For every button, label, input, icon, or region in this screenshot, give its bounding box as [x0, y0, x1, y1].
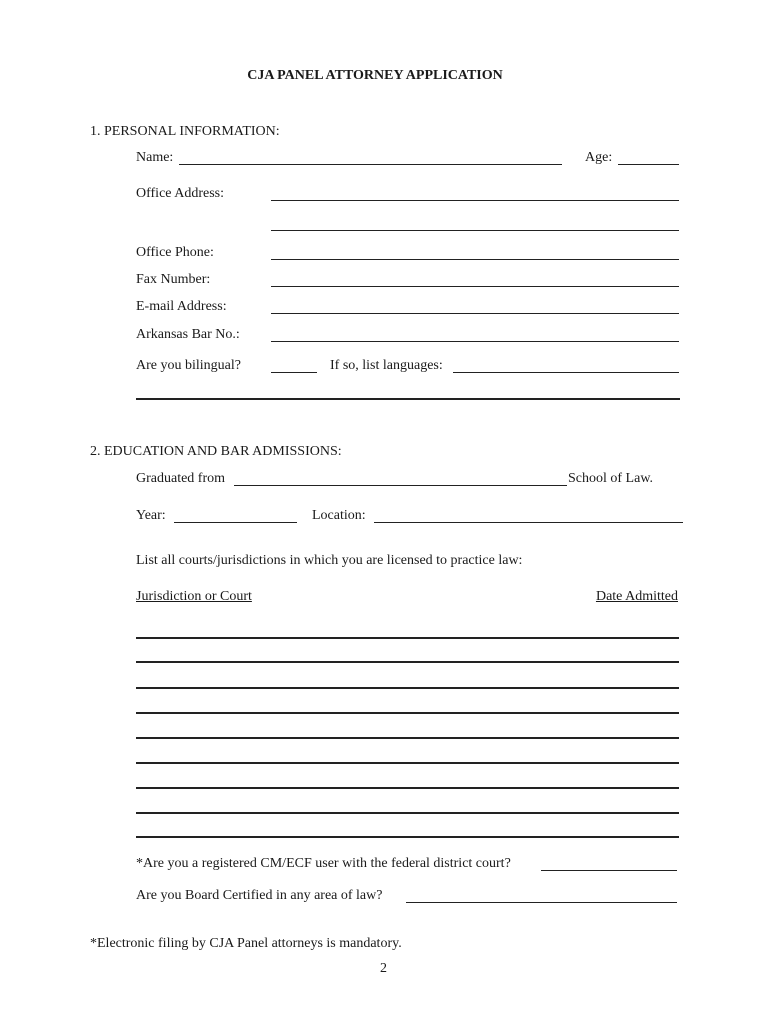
jurisdiction-row-7[interactable] [136, 787, 679, 789]
location-label: Location: [312, 508, 366, 523]
bar-number-field[interactable] [271, 341, 679, 342]
email-field[interactable] [271, 313, 679, 314]
jurisdiction-column-header: Jurisdiction or Court [136, 589, 252, 604]
jurisdiction-row-6[interactable] [136, 762, 679, 764]
bar-number-label: Arkansas Bar No.: [136, 327, 240, 342]
bilingual-field[interactable] [271, 372, 317, 373]
fax-number-label: Fax Number: [136, 272, 211, 287]
office-address-field-2[interactable] [271, 230, 679, 231]
date-admitted-column-header: Date Admitted [595, 589, 678, 604]
age-field[interactable] [618, 164, 679, 165]
page-title: CJA PANEL ATTORNEY APPLICATION [247, 68, 503, 83]
board-certified-answer-field[interactable] [406, 902, 677, 903]
jurisdiction-row-9[interactable] [136, 836, 679, 838]
courts-prompt: List all courts/jurisdictions in which you are licensed to practice law: [136, 553, 523, 568]
school-suffix: School of Law. [568, 471, 654, 486]
office-address-field-1[interactable] [271, 200, 679, 201]
jurisdiction-row-3[interactable] [136, 687, 679, 689]
school-field[interactable] [234, 485, 567, 486]
office-phone-field[interactable] [271, 259, 679, 260]
jurisdiction-row-5[interactable] [136, 737, 679, 739]
year-label: Year: [136, 508, 166, 523]
section-2-heading: 2. EDUCATION AND BAR ADMISSIONS: [90, 444, 342, 459]
jurisdiction-row-1[interactable] [136, 637, 679, 639]
name-field[interactable] [179, 164, 562, 165]
email-label: E-mail Address: [136, 299, 227, 314]
office-phone-label: Office Phone: [136, 245, 214, 260]
languages-label: If so, list languages: [330, 358, 443, 373]
footnote: *Electronic filing by CJA Panel attorneys is mandatory. [90, 936, 402, 951]
location-field[interactable] [374, 522, 683, 523]
name-label: Name: [136, 150, 174, 165]
age-label: Age: [585, 150, 613, 165]
jurisdiction-row-4[interactable] [136, 712, 679, 714]
jurisdiction-row-8[interactable] [136, 812, 679, 814]
languages-field[interactable] [453, 372, 679, 373]
cmecf-question: *Are you a registered CM/ECF user with the federal district court? [136, 856, 511, 871]
page-number: 2 [380, 961, 387, 976]
cmecf-answer-field[interactable] [541, 870, 677, 871]
languages-field-2[interactable] [136, 398, 680, 400]
board-certified-question: Are you Board Certified in any area of law? [136, 888, 383, 903]
office-address-label: Office Address: [136, 186, 224, 201]
graduated-label: Graduated from [136, 471, 226, 486]
section-1-heading: 1. PERSONAL INFORMATION: [90, 124, 280, 139]
bilingual-label: Are you bilingual? [136, 358, 241, 373]
year-field[interactable] [174, 522, 297, 523]
jurisdiction-row-2[interactable] [136, 661, 679, 663]
fax-number-field[interactable] [271, 286, 679, 287]
